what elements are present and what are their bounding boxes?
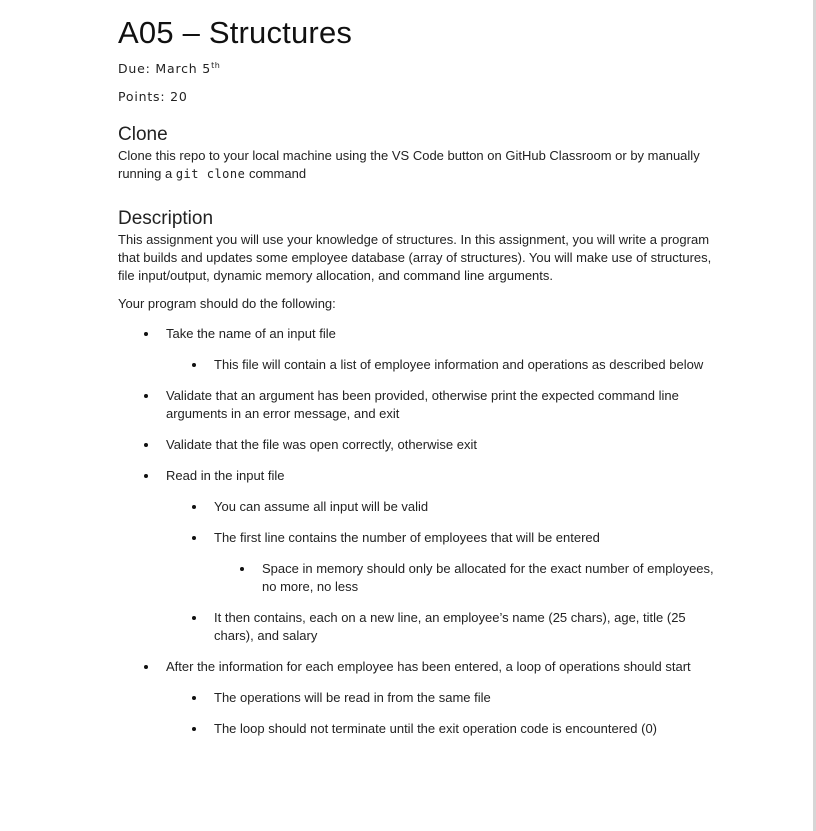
list-item [118,387,718,423]
list-item [118,356,718,374]
clone-text-before: Clone this repo to your local machine using the VS Code button on GitHub Classroom or by manually running a [118,148,700,182]
bullet-icon [192,363,196,367]
bullet-icon [144,332,148,336]
list-item-text: Read in the input file [166,468,285,484]
description-lead: Your program should do the following: [118,296,336,312]
list-item-text: Validate that an argument has been provided, otherwise print the expected command line arguments in an error message, and exit [166,388,679,422]
document-content [118,12,718,738]
bullet-icon [144,665,148,669]
list-item-text: Validate that the file was open correctly, otherwise exit [166,437,477,453]
list-item-text: It then contains, each on a new line, an employee’s name (25 chars), age, title (25 chars), and salary [214,610,686,644]
bullet-icon [192,727,196,731]
list-item-text: The operations will be read in from the same file [214,690,491,706]
bullet-icon [240,567,244,571]
list-item-text: The loop should not terminate until the exit operation code is encountered (0) [214,721,657,737]
list-item-text: This file will contain a list of employee information and operations as described below [214,357,704,373]
clone-heading: Clone [118,124,168,146]
due-date-suffix: th [211,61,221,70]
requirements-list [118,325,718,738]
list-item [118,689,718,707]
bullet-icon [192,696,196,700]
list-item [118,720,718,738]
bullet-icon [144,443,148,447]
list-item-text: Take the name of an input file [166,326,336,342]
description-intro: This assignment you will use your knowledge of structures. In this assignment, you will write a program that builds and updates some employee database (array of structures). You will make use of structures, file input/output, dynamic memory allocation, and command line arguments. [118,232,712,284]
clone-instructions [118,147,718,183]
list-item-text: After the information for each employee has been entered, a loop of operations should start [166,659,691,675]
clone-code: git clone [175,167,246,182]
list-item-text: Space in memory should only be allocated for the exact number of employees, no more, no less [262,561,714,595]
bullet-icon [144,394,148,398]
list-item [118,658,718,676]
bullet-icon [192,536,196,540]
list-item-text: You can assume all input will be valid [214,499,429,515]
list-item [118,560,718,596]
list-item-text: The first line contains the number of employees that will be entered [214,530,600,546]
list-item [118,436,718,454]
bullet-icon [192,505,196,509]
bullet-icon [192,616,196,620]
list-item [118,467,718,485]
clone-text-after: command [245,166,307,182]
list-item [118,325,718,343]
list-item [118,609,718,645]
due-date-label: Due: March 5 [118,61,212,77]
description-heading: Description [118,208,214,230]
list-item [118,498,718,516]
due-date [118,56,718,79]
document-title: A05 – Structures [118,15,353,50]
list-item [118,529,718,547]
bullet-icon [144,474,148,478]
points: Points: 20 [118,89,188,105]
